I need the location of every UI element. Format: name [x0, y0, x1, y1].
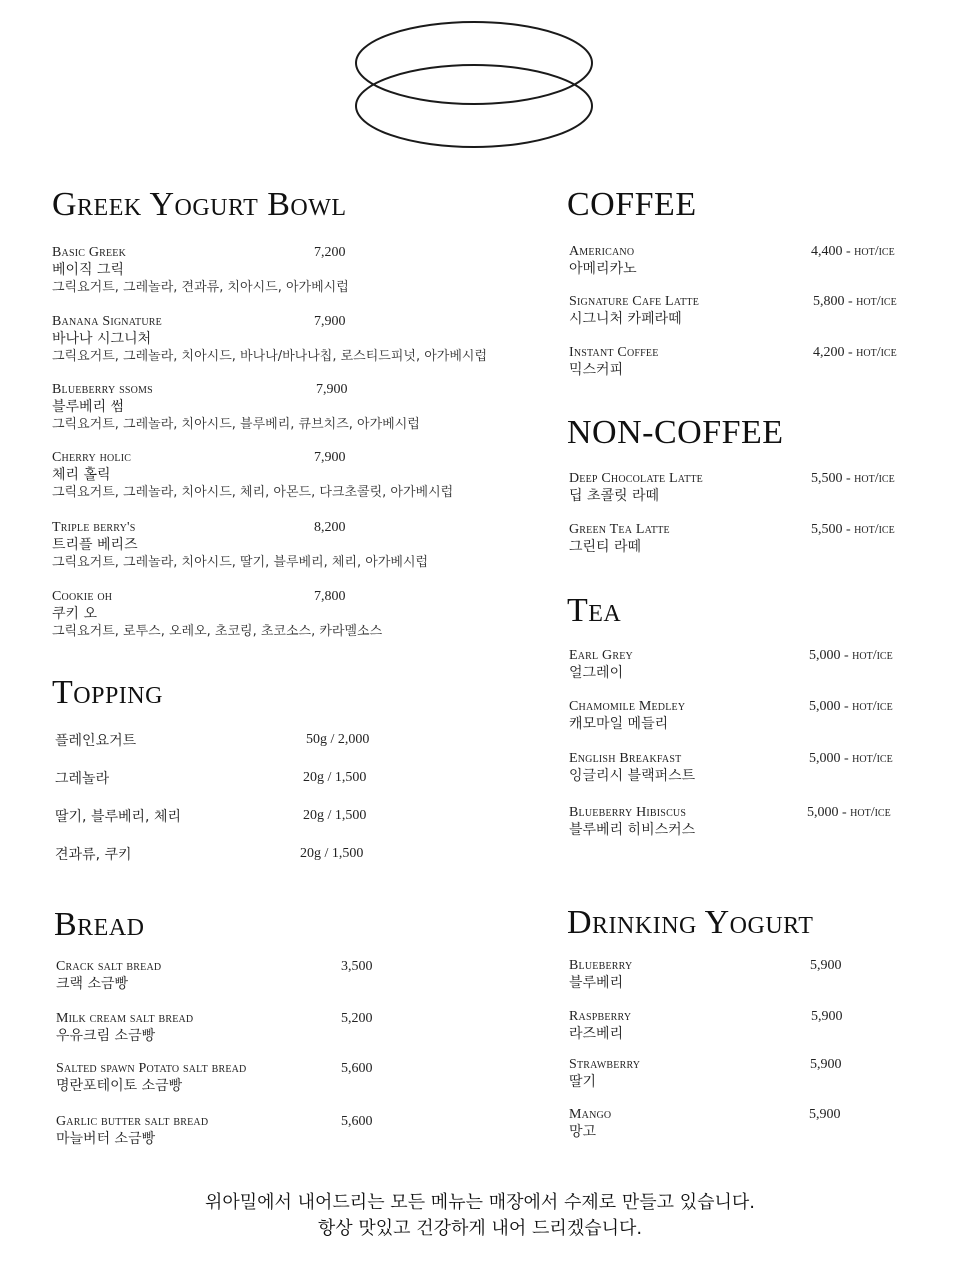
item-price: 7,900	[314, 314, 346, 329]
menu-item	[569, 293, 897, 328]
topping-name: 그레놀라	[55, 771, 110, 787]
item-name-en: Crack salt bread	[56, 959, 162, 974]
noncoffee-section-title: NON-COFFEE	[567, 414, 784, 451]
greek-section-title: Greek Yogurt Bowl	[52, 186, 347, 223]
item-price: 5,600	[341, 1061, 373, 1076]
item-name-ko: 크랙 소금빵	[56, 976, 129, 992]
item-name-ko: 캐모마일 메들리	[569, 716, 669, 732]
footer-line-2: 항상 맛있고 건강하게 내어 드리겠습니다.	[317, 1218, 643, 1239]
item-name-ko: 마늘버터 소금빵	[56, 1131, 156, 1147]
item-name-en: Raspberry	[569, 1009, 632, 1024]
item-name-ko: 쿠키 오	[52, 606, 98, 622]
menu-item	[569, 470, 895, 505]
item-price: 4,200 - hot/ice	[813, 345, 897, 360]
menu-item	[52, 519, 428, 571]
item-price: 5,800 - hot/ice	[813, 294, 897, 309]
item-description: 그릭요거트, 그레놀라, 치아시드, 바나나/바나나칩, 로스티드피넛, 아가베시럽	[52, 349, 488, 364]
item-price: 5,500 - hot/ice	[811, 471, 895, 486]
item-name-ko: 명란포테이토 소금빵	[56, 1078, 183, 1094]
item-name-ko: 얼그레이	[569, 665, 624, 681]
item-name-en: Basic Greek	[52, 245, 127, 260]
item-name-ko: 믹스커피	[569, 362, 624, 378]
item-name-en: Blueberry ssoms	[52, 382, 153, 397]
item-name-en: Earl Grey	[569, 648, 633, 663]
item-price: 5,000 - hot/ice	[809, 699, 893, 714]
menu-item	[569, 647, 893, 682]
item-name-ko: 베이직 그릭	[52, 262, 125, 278]
item-name-en: Blueberry	[569, 958, 633, 973]
item-description: 그릭요거트, 그레놀라, 치아시드, 체리, 아몬드, 다크초콜릿, 아가베시럽	[52, 485, 454, 500]
item-name-ko: 딸기	[569, 1074, 597, 1090]
menu-item	[56, 958, 373, 993]
item-name-ko: 잉글리시 블랙퍼스트	[569, 768, 696, 784]
item-name-en: Cherry holic	[52, 450, 132, 465]
item-price: 5,200	[341, 1011, 373, 1026]
item-name-ko: 우유크림 소금빵	[56, 1028, 156, 1044]
topping-price: 20g / 1,500	[303, 808, 367, 823]
logo-rings-icon	[352, 18, 596, 152]
item-price: 3,500	[341, 959, 373, 974]
menu-item	[52, 244, 349, 296]
item-name-ko: 트리플 베리즈	[52, 537, 138, 553]
item-price: 5,600	[341, 1114, 373, 1129]
menu-item	[56, 1010, 373, 1045]
item-name-en: Mango	[569, 1107, 612, 1122]
item-price: 5,000 - hot/ice	[807, 805, 891, 820]
item-name-ko: 체리 홀릭	[52, 467, 111, 483]
item-name-en: Chamomile Medley	[569, 699, 686, 714]
item-price: 5,900	[809, 1107, 841, 1122]
item-name-en: Americano	[569, 244, 635, 259]
item-price: 5,000 - hot/ice	[809, 648, 893, 663]
item-price: 7,200	[314, 245, 346, 260]
item-name-en: Strawberry	[569, 1057, 641, 1072]
yogurt-section-title: Drinking Yogurt	[567, 904, 814, 941]
item-name-ko: 바나나 시그니처	[52, 331, 152, 347]
item-name-ko: 블루베리	[569, 975, 624, 991]
menu-item	[569, 243, 895, 278]
item-name-ko: 시그니처 카페라떼	[569, 311, 682, 327]
menu-item	[52, 381, 420, 433]
item-price: 8,200	[314, 520, 346, 535]
item-name-en: Deep Chocolate Latte	[569, 471, 703, 486]
topping-price: 50g / 2,000	[306, 732, 370, 747]
item-name-ko: 아메리카노	[569, 261, 637, 277]
item-price: 4,400 - hot/ice	[811, 244, 895, 259]
menu-item	[569, 1106, 841, 1141]
item-price: 7,800	[314, 589, 346, 604]
menu-item	[569, 804, 891, 839]
menu-item	[569, 698, 893, 733]
item-name-en: Blueberry Hibiscus	[569, 805, 687, 820]
item-description: 그릭요거트, 그레놀라, 견과류, 치아시드, 아가베시럽	[52, 280, 349, 295]
item-name-en: Signature Cafe Latte	[569, 294, 700, 309]
topping-section-title: Topping	[52, 674, 163, 711]
item-name-en: English Breakfast	[569, 751, 682, 766]
menu-item	[569, 1008, 843, 1043]
item-name-en: Instant Coffee	[569, 345, 659, 360]
item-description: 그릭요거트, 로투스, 오레오, 초코링, 초코소스, 카라멜소스	[52, 624, 383, 639]
menu-item	[52, 588, 382, 640]
item-price: 5,000 - hot/ice	[809, 751, 893, 766]
item-name-ko: 블루베리 히비스커스	[569, 822, 696, 838]
topping-price: 20g / 1,500	[303, 770, 367, 785]
item-description: 그릭요거트, 그레놀라, 치아시드, 블루베리, 큐브치즈, 아가베시럽	[52, 417, 420, 432]
menu-item	[56, 1113, 373, 1148]
item-price: 5,500 - hot/ice	[811, 522, 895, 537]
item-name-ko: 블루베리 썸	[52, 399, 125, 415]
item-name-en: Salted spawn Potato salt bread	[56, 1061, 247, 1076]
tea-section-title: Tea	[567, 592, 622, 629]
item-price: 5,900	[811, 1009, 843, 1024]
menu-item	[569, 957, 842, 992]
item-name-ko: 딥 초콜릿 라떼	[569, 488, 660, 504]
topping-name: 견과류, 쿠키	[55, 847, 132, 863]
item-name-en: Milk cream salt bread	[56, 1011, 194, 1026]
topping-price: 20g / 1,500	[300, 846, 364, 861]
item-price: 5,900	[810, 1057, 842, 1072]
item-name-ko: 망고	[569, 1124, 597, 1140]
item-price: 5,900	[810, 958, 842, 973]
item-name-en: Banana Signature	[52, 314, 162, 329]
menu-item	[569, 750, 893, 785]
footer-line-1: 위아밀에서 내어드리는 모든 메뉴는 매장에서 수제로 만들고 있습니다.	[204, 1192, 756, 1213]
menu-item	[52, 313, 487, 365]
topping-name: 플레인요거트	[55, 733, 137, 749]
bread-section-title: Bread	[54, 906, 145, 943]
footer-note	[0, 1190, 960, 1242]
menu-item	[569, 344, 897, 379]
item-name-en: Green Tea Latte	[569, 522, 670, 537]
coffee-section-title: COFFEE	[567, 186, 697, 223]
item-name-ko: 라즈베리	[569, 1026, 624, 1042]
item-name-en: Cookie oh	[52, 589, 113, 604]
item-price: 7,900	[314, 450, 346, 465]
item-description: 그릭요거트, 그레놀라, 치아시드, 딸기, 블루베리, 체리, 아가베시럽	[52, 555, 429, 570]
menu-item	[56, 1060, 373, 1095]
item-name-ko: 그린티 라떼	[569, 539, 642, 555]
menu-item	[569, 521, 895, 556]
item-name-en: Garlic butter salt bread	[56, 1114, 209, 1129]
item-price: 7,900	[316, 382, 348, 397]
menu-item	[52, 449, 453, 501]
menu-item	[569, 1056, 842, 1091]
item-name-en: Triple berry's	[52, 520, 136, 535]
topping-name: 딸기, 블루베리, 체리	[55, 809, 181, 825]
